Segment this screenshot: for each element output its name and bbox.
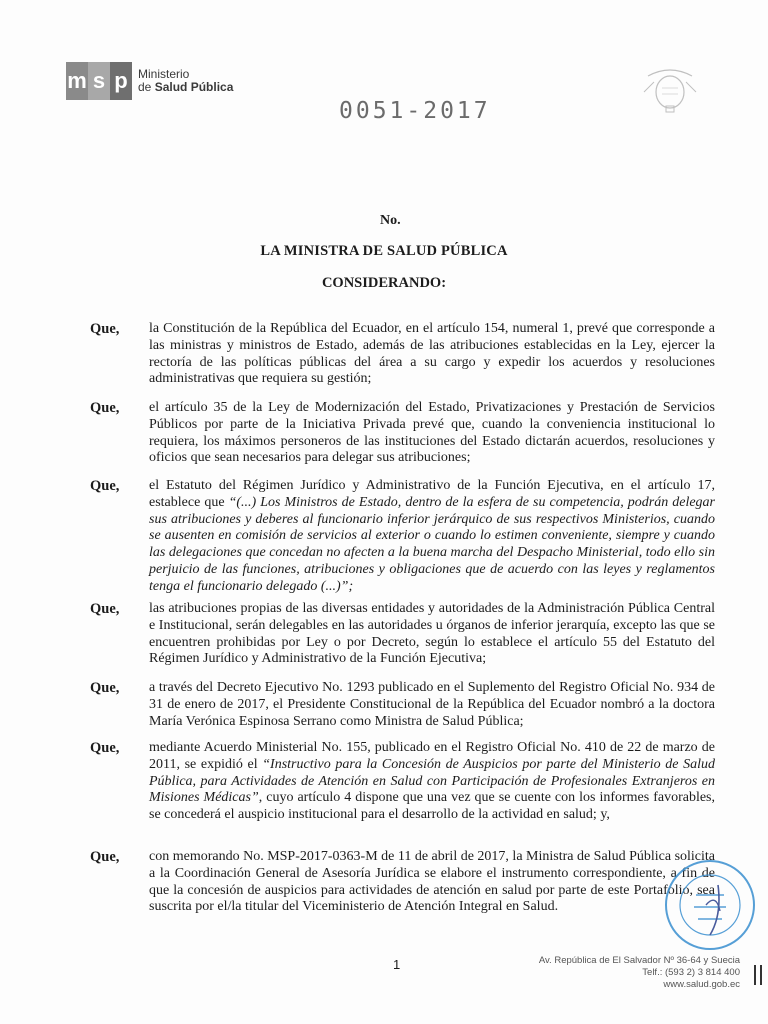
phone-line: Telf.: (593 2) 3 814 400 (642, 967, 740, 978)
logo-text (138, 68, 233, 94)
logo-line1: Ministerio (138, 67, 190, 81)
number-label: No. (380, 213, 401, 228)
logo-line2: de Salud Pública (138, 80, 234, 94)
website-line: www.salud.gob.ec (663, 979, 740, 990)
clause-text: las atribuciones propias de las diversas entidades y autoridades de la Administración Pública Central e Institucional, serán delegables en las autoridades u órganos de inferior jerarquía, excepto las que se encuentren prohibidas por Ley o por Decreto, según lo establece el artículo 55 del Estatuto del Régimen Jurídico y Administrativo de la Función Ejecutiva; (149, 601, 715, 667)
clause-label: Que, (90, 478, 120, 494)
scan-edge-marks (754, 965, 762, 985)
clause-text: el Estatuto del Régimen Jurídico y Administrativo de la Función Ejecutiva, en el artículo 17, establece que “(...) Los Ministros de Estado, dentro de la esfera de su competencia, podrán delegar sus atribuciones y deberes al funcionario inferior jerárquico de sus respectivos Ministerios, cuando se ausenten en comisión de servicios al exterior o cuando lo estimen conveniente, siempre y cuando las delegaciones que concedan no afecten a la buena marcha del Despacho Ministerial, todo ello sin perjuicio de las funciones, atribuciones y obligaciones que de acuerdo con las leyes y reglamentos tenga el funcionario delegado (...)”; (149, 478, 716, 594)
address-line: Av. República de El Salvador Nº 36-64 y Suecia (538, 955, 740, 966)
msp-logo (66, 62, 233, 100)
clause-label: Que, (90, 740, 120, 756)
document-title: LA MINISTRA DE SALUD PÚBLICA (260, 243, 508, 259)
coat-of-arms-icon (640, 62, 700, 114)
page-number: 1 (393, 957, 401, 972)
official-stamp-icon (660, 855, 756, 955)
clause-label: Que, (90, 849, 120, 865)
clause-text: el artículo 35 de la Ley de Modernización del Estado, Privatizaciones y Prestación de Servicios Públicos por parte de la Iniciativa Privada prevé que, cuando la conveniencia institucional lo requiera, los máximos personeros de las instituciones del Estado dictarán acuerdos, resoluciones y oficios que sean necesarios para delegar sus atribuciones; (149, 400, 715, 466)
clause-label: Que, (90, 321, 120, 337)
clause-text: a través del Decreto Ejecutivo No. 1293 publicado en el Suplemento del Registro Oficial No. 934 de 31 de enero de 2017, el Presidente Constitucional de la República del Ecuador nombró a la doctora María Verónica Espinosa Serrano como Ministra de Salud Pública; (149, 680, 715, 729)
clause-label: Que, (90, 601, 120, 617)
considerando-heading: CONSIDERANDO: (321, 275, 447, 291)
clause-text: mediante Acuerdo Ministerial No. 155, publicado en el Registro Oficial No. 410 de 22 de marzo de 2011, se expidió el “Instructivo para la Concesión de Auspicios por parte del Ministerio de Salud Pública, para Actividades de Atención en Salud con Participación de Profesionales Extranjeros en Misiones Médicas”, cuyo artículo 4 dispone que una vez que se cuente con los informes favorables, se concederá el auspicio institucional para el desarrollo de la actividad en salud; y, (149, 740, 715, 823)
document-number: 0051-2017 (339, 98, 491, 124)
clause-text: con memorando No. MSP-2017-0363-M de 11 de abril de 2017, la Ministra de Salud Pública solicita a la Coordinación General de Asesoría Jurídica se elabore el instrumento correspondiente, a fin de que la concesión de auspicios para actividades de atención en salud por parte de este Portafolio, sea suscrita por el/la titular del Viceministerio de Atención Integral en Salud. (149, 849, 716, 915)
clause-text: la Constitución de la República del Ecuador, en el artículo 154, numeral 1, prevé que corresponde a las ministras y ministros de Estado, además de las atribuciones establecidas en la Ley, ejercer la rectoría de las políticas públicas del área a su cargo y expedir los acuerdos y resoluciones administrativas que requiera su gestión; (149, 321, 715, 387)
clause-label: Que, (90, 680, 120, 696)
footer-address (480, 955, 740, 991)
msp-logo-mark-icon: m s p (66, 62, 132, 100)
clause-label: Que, (90, 400, 120, 416)
